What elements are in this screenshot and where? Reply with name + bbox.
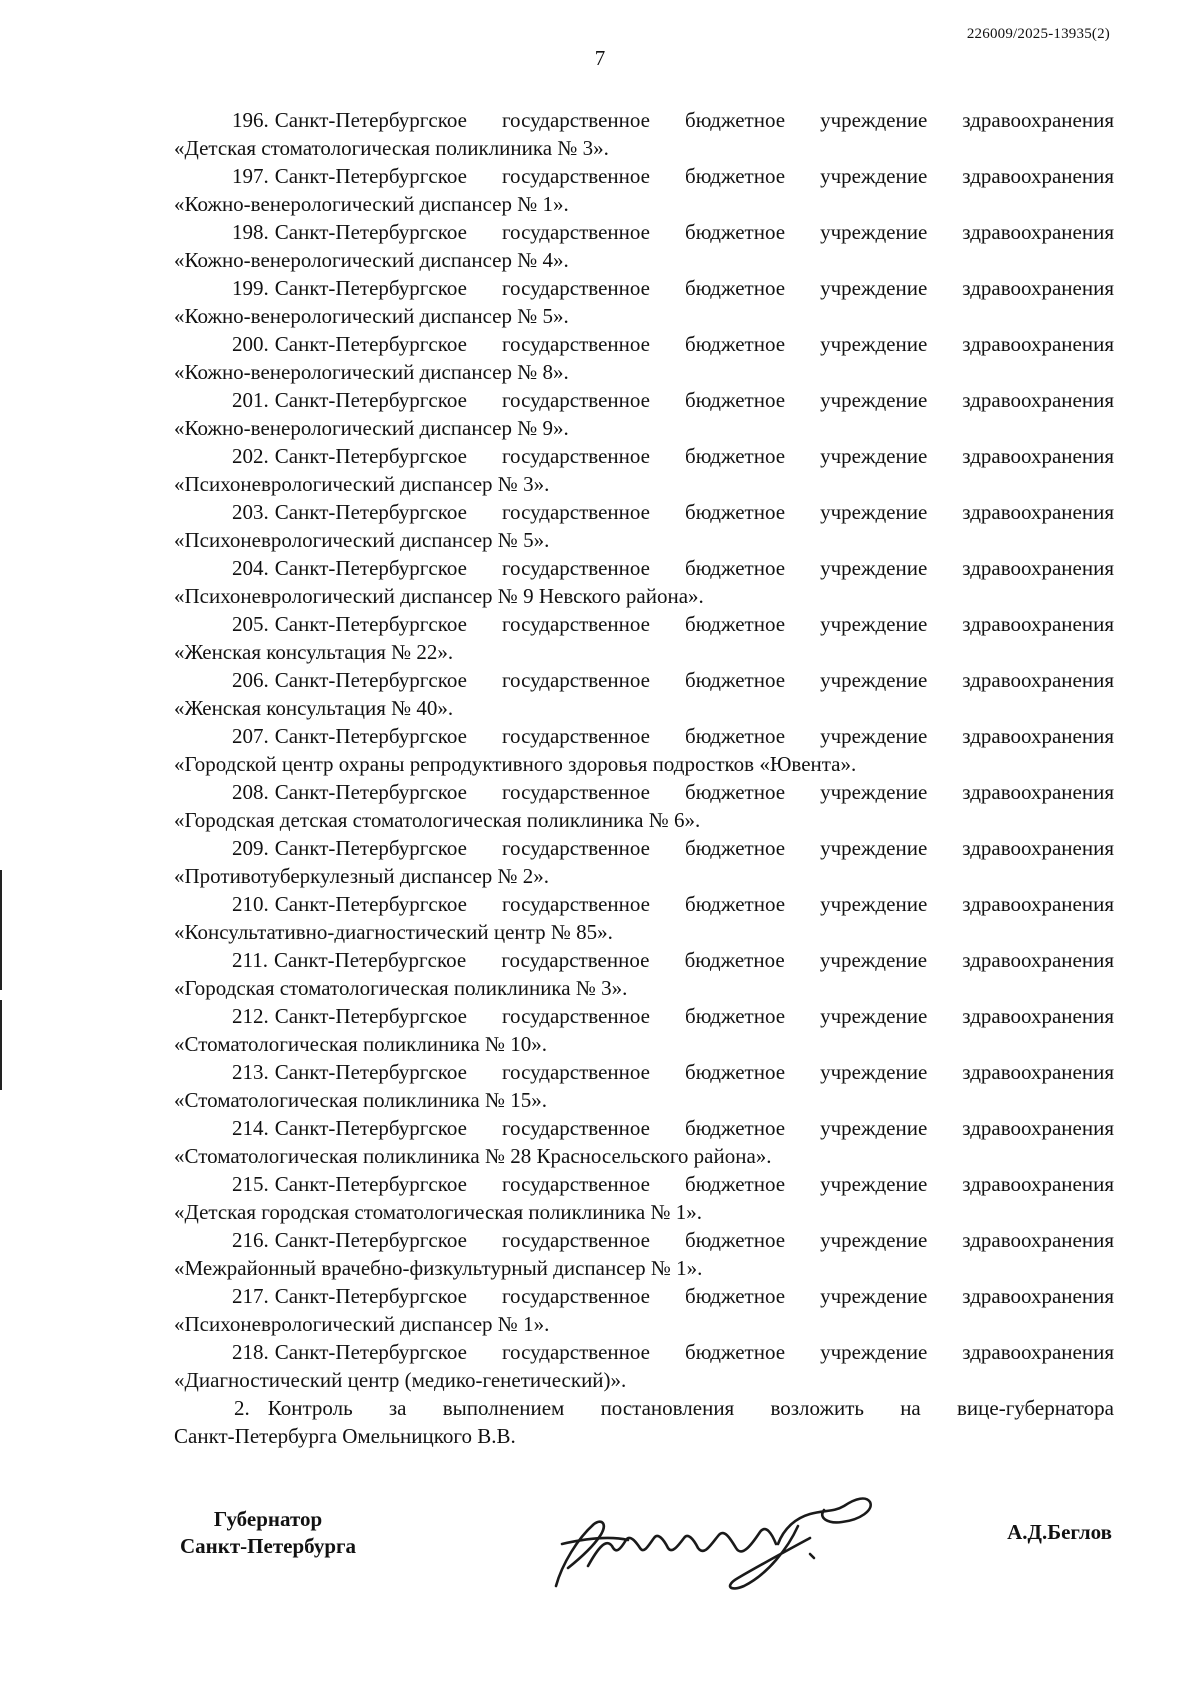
list-item — [174, 442, 1114, 498]
list-item-number: 199. — [232, 276, 269, 300]
list-item — [174, 554, 1114, 610]
list-item — [174, 946, 1114, 1002]
list-item-institution-name: «Кожно-венерологический диспансер № 1». — [174, 192, 569, 216]
list-item-number: 197. — [232, 164, 269, 188]
list-item — [174, 722, 1114, 778]
list-item-line-1 — [174, 666, 1114, 694]
list-item-organization: Санкт-Петербургское государственное бюджетное учреждение здравоохранения — [274, 1060, 1114, 1084]
handwritten-signature — [548, 1468, 908, 1598]
list-item-number: 207. — [232, 724, 269, 748]
list-item-organization: Санкт-Петербургское государственное бюджетное учреждение здравоохранения — [274, 388, 1114, 412]
list-item-line-1 — [174, 386, 1114, 414]
list-item-organization: Санкт-Петербургское государственное бюджетное учреждение здравоохранения — [274, 724, 1114, 748]
scan-margin-mark — [0, 1000, 2, 1090]
list-item-number: 216. — [232, 1228, 269, 1252]
list-item-line-1 — [174, 722, 1114, 750]
list-item — [174, 610, 1114, 666]
list-item-line-1 — [174, 610, 1114, 638]
list-item-number: 202. — [232, 444, 269, 468]
list-item — [174, 1338, 1114, 1394]
signatory-title — [180, 1506, 356, 1560]
list-item-institution-name: «Детская стоматологическая поликлиника № 3». — [174, 136, 609, 160]
list-item-institution-name: «Женская консультация № 40». — [174, 696, 454, 720]
list-item-organization: Санкт-Петербургское государственное бюджетное учреждение здравоохранения — [274, 1116, 1114, 1140]
institution-items — [174, 106, 1114, 1394]
list-item-organization: Санкт-Петербургское государственное бюджетное учреждение здравоохранения — [274, 1228, 1114, 1252]
list-item-organization: Санкт-Петербургское государственное бюджетное учреждение здравоохранения — [274, 332, 1114, 356]
list-item-institution-name: «Городской центр охраны репродуктивного здоровья подростков «Ювента». — [174, 752, 857, 776]
list-item-organization: Санкт-Петербургское государственное бюджетное учреждение здравоохранения — [274, 108, 1114, 132]
list-item-number: 196. — [232, 108, 269, 132]
list-item-organization: Санкт-Петербургское государственное бюджетное учреждение здравоохранения — [274, 668, 1114, 692]
page-number: 7 — [594, 46, 606, 70]
list-item-line-1 — [174, 1226, 1114, 1254]
clause-number: 2. — [234, 1396, 250, 1420]
list-item-number: 214. — [232, 1116, 269, 1140]
clause-line-2: Санкт-Петербурга Омельницкого В.В. — [174, 1424, 516, 1448]
list-item-line-1 — [174, 1170, 1114, 1198]
list-item-institution-name: «Кожно-венерологический диспансер № 5». — [174, 304, 569, 328]
list-item — [174, 330, 1114, 386]
list-item-institution-name: «Психоневрологический диспансер № 3». — [174, 472, 550, 496]
list-item-line-1 — [174, 834, 1114, 862]
list-item-organization: Санкт-Петербургское государственное бюджетное учреждение здравоохранения — [274, 164, 1114, 188]
list-item-number: 211. — [232, 948, 268, 972]
list-item-institution-name: «Кожно-венерологический диспансер № 8». — [174, 360, 569, 384]
list-item — [174, 1114, 1114, 1170]
list-item-organization: Санкт-Петербургское государственное бюджетное учреждение здравоохранения — [274, 892, 1114, 916]
list-item — [174, 106, 1114, 162]
list-item-line-1 — [174, 442, 1114, 470]
list-item-number: 212. — [232, 1004, 269, 1028]
clause-text-1: Контроль за выполнением постановления возложить на вице-губернатора — [267, 1396, 1114, 1420]
list-item-organization: Санкт-Петербургское государственное бюджетное учреждение здравоохранения — [274, 780, 1114, 804]
list-item-institution-name: «Кожно-венерологический диспансер № 4». — [174, 248, 569, 272]
list-item-organization: Санкт-Петербургское государственное бюджетное учреждение здравоохранения — [273, 948, 1114, 972]
list-item — [174, 778, 1114, 834]
list-item-institution-name: «Городская детская стоматологическая поликлиника № 6». — [174, 808, 701, 832]
list-item-institution-name: «Психоневрологический диспансер № 5». — [174, 528, 550, 552]
list-item-number: 198. — [232, 220, 269, 244]
list-item-institution-name: «Городская стоматологическая поликлиника № 3». — [174, 976, 628, 1000]
signatory-title-line-1: Губернатор — [213, 1507, 323, 1531]
list-item — [174, 1170, 1114, 1226]
list-item-number: 204. — [232, 556, 269, 580]
list-item-line-1 — [174, 1002, 1114, 1030]
list-item-institution-name: «Стоматологическая поликлиника № 10». — [174, 1032, 548, 1056]
list-item-number: 209. — [232, 836, 269, 860]
list-item-line-1 — [174, 1058, 1114, 1086]
list-item-organization: Санкт-Петербургское государственное бюджетное учреждение здравоохранения — [274, 500, 1114, 524]
list-item-institution-name: «Женская консультация № 22». — [174, 640, 454, 664]
list-item-organization: Санкт-Петербургское государственное бюджетное учреждение здравоохранения — [274, 444, 1114, 468]
list-item-number: 213. — [232, 1060, 269, 1084]
list-item-institution-name: «Психоневрологический диспансер № 1». — [174, 1312, 550, 1336]
list-item-institution-name: «Психоневрологический диспансер № 9 Невского района». — [174, 584, 704, 608]
list-item — [174, 834, 1114, 890]
list-item-institution-name: «Стоматологическая поликлиника № 28 Красносельского района». — [174, 1144, 772, 1168]
list-item — [174, 1226, 1114, 1282]
document-id: 226009/2025-13935(2) — [966, 26, 1110, 42]
list-item-organization: Санкт-Петербургское государственное бюджетное учреждение здравоохранения — [274, 276, 1114, 300]
list-item — [174, 218, 1114, 274]
list-item-line-1 — [174, 554, 1114, 582]
scan-margin-mark — [0, 870, 2, 990]
list-item — [174, 162, 1114, 218]
list-item-line-1 — [174, 1338, 1114, 1366]
list-item-number: 208. — [232, 780, 269, 804]
list-item-institution-name: «Стоматологическая поликлиника № 15». — [174, 1088, 548, 1112]
list-item-institution-name: «Консультативно-диагностический центр № 85». — [174, 920, 613, 944]
signer-name: А.Д.Беглов — [1007, 1520, 1112, 1544]
list-item-institution-name: «Противотуберкулезный диспансер № 2». — [174, 864, 550, 888]
list-item-line-1 — [174, 946, 1114, 974]
list-item-organization: Санкт-Петербургское государственное бюджетное учреждение здравоохранения — [274, 1340, 1114, 1364]
list-item-line-1 — [174, 162, 1114, 190]
clause-line-1 — [174, 1394, 1114, 1422]
list-item-organization: Санкт-Петербургское государственное бюджетное учреждение здравоохранения — [274, 556, 1114, 580]
list-item — [174, 1002, 1114, 1058]
list-item — [174, 386, 1114, 442]
list-item-number: 206. — [232, 668, 269, 692]
list-item-line-1 — [174, 498, 1114, 526]
list-item — [174, 1282, 1114, 1338]
list-item — [174, 274, 1114, 330]
list-item-number: 201. — [232, 388, 269, 412]
list-item — [174, 1058, 1114, 1114]
signatory-title-line-2: Санкт-Петербурга — [180, 1534, 357, 1558]
list-item-number: 215. — [232, 1172, 269, 1196]
list-item-line-1 — [174, 778, 1114, 806]
list-item-organization: Санкт-Петербургское государственное бюджетное учреждение здравоохранения — [274, 1284, 1114, 1308]
list-item-institution-name: «Кожно-венерологический диспансер № 9». — [174, 416, 569, 440]
list-item-organization: Санкт-Петербургское государственное бюджетное учреждение здравоохранения — [274, 836, 1114, 860]
list-item-line-1 — [174, 1282, 1114, 1310]
list-item-number: 217. — [232, 1284, 269, 1308]
list-item-organization: Санкт-Петербургское государственное бюджетное учреждение здравоохранения — [274, 1004, 1114, 1028]
list-item-organization: Санкт-Петербургское государственное бюджетное учреждение здравоохранения — [274, 220, 1114, 244]
list-item-number: 218. — [232, 1340, 269, 1364]
list-item-institution-name: «Диагностический центр (медико-генетический)». — [174, 1368, 627, 1392]
list-item-line-1 — [174, 330, 1114, 358]
list-item — [174, 666, 1114, 722]
list-item-line-1 — [174, 218, 1114, 246]
list-item-number: 200. — [232, 332, 269, 356]
list-item-organization: Санкт-Петербургское государственное бюджетное учреждение здравоохранения — [274, 1172, 1114, 1196]
control-clause — [174, 1394, 1114, 1450]
list-item-institution-name: «Детская городская стоматологическая поликлиника № 1». — [174, 1200, 702, 1224]
institution-list — [174, 106, 1114, 1450]
list-item-number: 203. — [232, 500, 269, 524]
list-item-institution-name: «Межрайонный врачебно-физкультурный диспансер № 1». — [174, 1256, 703, 1280]
list-item — [174, 890, 1114, 946]
list-item-line-1 — [174, 1114, 1114, 1142]
list-item-line-1 — [174, 890, 1114, 918]
list-item-number: 205. — [232, 612, 269, 636]
list-item-line-1 — [174, 106, 1114, 134]
list-item-organization: Санкт-Петербургское государственное бюджетное учреждение здравоохранения — [274, 612, 1114, 636]
list-item — [174, 498, 1114, 554]
list-item-line-1 — [174, 274, 1114, 302]
list-item-number: 210. — [232, 892, 269, 916]
